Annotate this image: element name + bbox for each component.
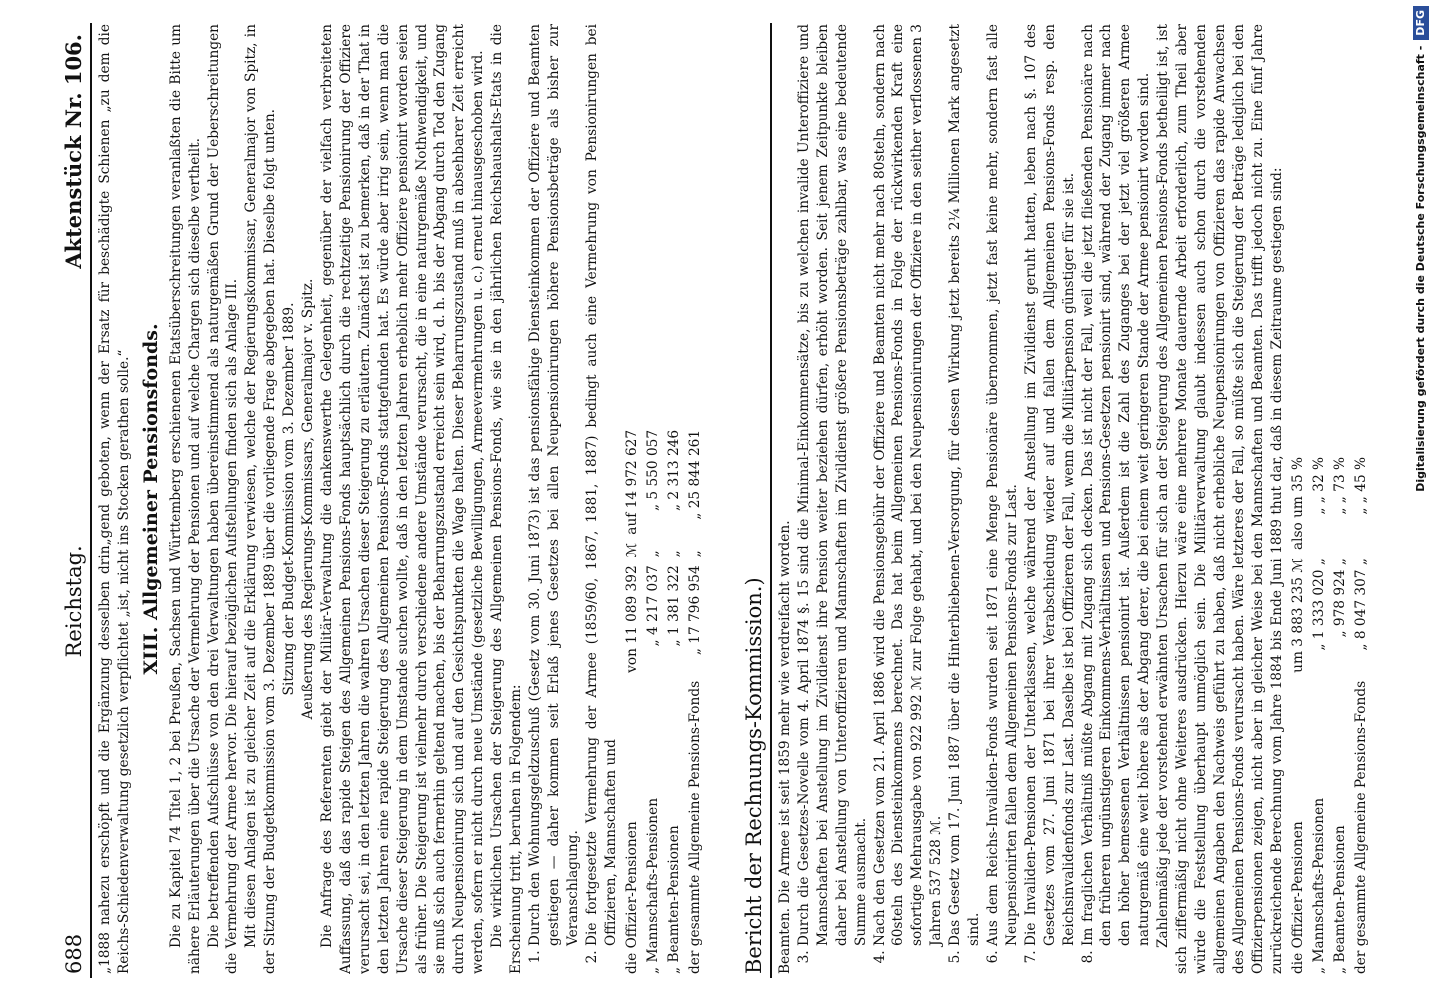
table-cell: der gesammte Allgemeine Pensions-Fonds	[1353, 680, 1370, 974]
header-rule	[90, 23, 92, 978]
table-cell: ℳ	[624, 542, 641, 558]
paragraph: Mit diesen Anlagen ist zu gleicher Zeit auf die Erklärung verwiesen, welche der Regierungskommissar, Generalmajor von Spitz, in der Sitzung der Budgetkommission vom 3. Dezember 1889 über die vorliegende Frage abgegeben hat. Dieselbe folgt unten.	[243, 24, 279, 974]
table-cell: die Offizier-Pensionen	[624, 821, 641, 974]
paragraph: Die zu Kapitel 74 Titel 1, 2 bei Preußen, Sachsen und Württemberg erschienenen Etatsüberschreitungen veranlaßten die Bitte um nähere Erläuterungen über die Ursache der Vermehrung der Pensionen und auf welche Chargen sich dieselbe vertheilt.	[167, 24, 203, 974]
table-cell: „ 4 217 037	[645, 565, 662, 647]
table-cell: die Offizier-Pensionen	[1290, 821, 1307, 974]
table-row	[643, 422, 664, 974]
table-cell: „	[645, 550, 662, 558]
table-cell: „ 5 550 057	[645, 429, 662, 512]
table-cell: „ „ 32 %	[1311, 456, 1328, 515]
growth-table	[1288, 449, 1372, 974]
credit-text: Digitalisierung gefördert durch die Deutsche Forschungsgemeinschaft -	[1414, 45, 1427, 492]
left-page-header	[46, 34, 86, 974]
digitization-sidebar	[1410, 0, 1432, 1000]
table-row	[685, 422, 706, 974]
list-item: 2. Die fortgesetzte Vermehrung der Armee (1859/60, 1867, 1881, 1887) bedingt auch eine Vermehrung von Pensionirungen bei Offizieren, Mannschaften und	[583, 24, 621, 946]
table-cell: „ 17 796 954	[687, 565, 704, 656]
paragraph: Beamten. Die Armee ist seit 1859 mehr wie verdreifacht worden.	[777, 520, 793, 974]
dfg-logo: DFG	[1413, 6, 1429, 40]
table-cell: „ 25 844 261	[687, 429, 704, 520]
table-cell: „ 1 381 322	[666, 565, 683, 647]
paragraph: Zahlenmäßig jede der vorstehend erwähnten Ursachen für sich an der Steigerung des Allgemeinen Pensions-Fonds betheiligt ist, ist sich ziffermäßig nicht ohne Weiteres ausdrücken. Hierzu wäre eine mehrere Monate dauernde Arbeit erforderlich, zum Theil aber würde die Feststellung überhaupt unmöglich sein. Die Militärverwaltung glaubt indessen auch schon durch die vorstehenden allgemeinen Angaben den Nachweis geführt zu haben, daß nicht erhebliche Neupensionirungen von Offizieren das rapide Anwachsen des Allgemeinen Pensions-Fonds verursacht haben. Wäre letzteres der Fall, so müßte sich die Steigerung der Beträge lediglich bei den Offizierpensionen zeigen, nicht aber in gleicher Weise bei den Mannschaften und Beamten. Das trifft jedoch nicht zu. Eine fünf Jahre zurückreichende Berechnung vom Jahre 1884 bis Ende Juni 1889 thut dar, daß in diesem Zeitraume gestiegen sind:	[1155, 24, 1285, 974]
header-doc: Aktenstück Nr. 106.	[61, 34, 86, 269]
table-cell: „ 978 924 „	[1332, 558, 1349, 638]
paragraph: Die betreffenden Aufschlüsse von den drei Verwaltungen haben übereinstimmend als naturgemäßen Grund der Ueberschreitungen die Vermehrung der Armee hervor. Die hierauf bezüglichen Aufstellungen finden sich als Anlage III.	[205, 24, 241, 974]
list-item: 7. Die Invaliden-Pensionen der Unterklassen, welche während der Anstellung im Zivildienst geruht hatten, leben nach §. 107 des Gesetzes vom 27. Juni 1871 bei ihrer Verabschiedung wieder auf und fallen dem Allgemeinen Pensions-Fonds resp. den Reichsinvalidenfonds zur Last. Daselbe ist bei Offizieren der Fall, wenn die Militärpension günstiger für sie ist.	[1022, 24, 1079, 946]
table-cell: „ Mannschafts-Pensionen	[1311, 797, 1328, 974]
causes-list	[526, 24, 621, 974]
header-rule	[770, 23, 772, 978]
paragraph: Die wirklichen Ursachen der Steigerung des Allgemeinen Pensions-Fonds, wie sie in den jährlichen Reichshaushalts-Etats in die Erscheinung tritt, beruhen in Folgendem:	[489, 24, 525, 974]
list-item: 3. Durch die Gesetzes-Novelle vom 4. April 1874 §. 15 sind die Minimal-Einkommensätze, bis zu welchen invalide Unteroffiziere und Mannschaften bei Anstellung im Zivildienst ihre Pension weiter beziehen dürfen, erhöht worden. Seit jenem Zeitpunkte bleiben daher bei Anstellung von Unteroffizieren und Mannschaften im Zivildienst größere Pensionsbeträge zahlbar, was eine bedeutende Summe ausmacht.	[795, 24, 871, 946]
list-item: 1. Durch den Wohnungsgeldzuschuß (Gesetz vom 30. Juni 1873) ist das pensionsfähige Diensteinkommen der Offiziere und Beamten gestiegen — daher kommen seit Erlaß jenes Gesetzes bei allen Neupensionirungen höhere Pensionsbeträge als bisher zur Veranschlagung.	[526, 24, 583, 946]
right-column	[776, 24, 1396, 974]
table-row	[1288, 449, 1309, 974]
header-title: Reichstag.	[62, 545, 86, 658]
pension-table	[622, 422, 706, 974]
table-row	[1330, 449, 1351, 974]
table-cell: „ 1 333 020 „	[1311, 558, 1328, 651]
list-item: 4. Nach den Gesetzen vom 21. April 1886 wird die Pensionsgebühr der Offiziere und Beamten nicht mehr nach 80steln, sondern nach 60steln des Diensteinkommens berechnet. Das hat beim Allgemeinen Pensions-Fonds in Folge der rückwirkenden Kraft eine sofortige Mehrausgabe von 922 992 ℳ zur Folge gehabt, und bei den Neupensionirungen der Offiziere in den seither verflossenen 3 Jahren 537 528 ℳ.	[871, 24, 947, 946]
table-cell: also um 35 %	[1290, 456, 1307, 551]
list-item: 8. Im fraglichen Verhältniß müßte Abgang mit Zugang sich decken. Das ist nicht der Fall, weil die jetzt fließenden Pensionäre nach den früheren ungünstigeren Einkommens-Verhältnissen und Pensions-Gesetzen pensionirt sind, während der Zugang immer nach den höher bemessenen Verhältnissen pensionirt ist. Außerdem ist die Zahl des Zuganges bei der jetzt viel größeren Armee naturgemäß eine weit höhere als der Abgang derer, die bei einem weit geringeren Stande der Armee pensionirt worden sind.	[1079, 24, 1155, 946]
table-cell: um 3 883 235 ℳ	[1290, 558, 1307, 673]
table-row	[1351, 449, 1372, 974]
sitting-line: Sitzung der Budget-Kommission vom 3. Dezember 1889.	[281, 302, 298, 696]
header-title: Bericht der Rechnungs-Kommission.)	[742, 577, 766, 974]
table-cell: „ „ 73 %	[1332, 456, 1349, 515]
table-cell: „ Mannschafts-Pensionen	[645, 797, 662, 974]
table-cell: der gesammte Allgemeine Pensions-Fonds	[687, 680, 704, 974]
table-row	[664, 422, 685, 974]
list-item: 5. Das Gesetz vom 17. Juni 1887 über die Hinterbliebenen-Versorgung, für dessen Wirkung jetzt bereits 2¼ Millionen Mark angesetzt sind.	[946, 24, 984, 946]
table-cell: auf 14 972 627	[624, 429, 641, 535]
sidebar-credit	[1410, 0, 1432, 1000]
table-cell: „ 2 313 246	[666, 429, 683, 512]
table-cell: „ „ 45 %	[1353, 456, 1370, 515]
statement-by: Aeußerung des Regierungs-Kommissars, Generalmajor v. Spitz.	[300, 278, 317, 720]
page-number: 688	[62, 933, 86, 974]
table-cell: „	[687, 550, 704, 558]
causes-list	[795, 24, 1154, 974]
table-cell: von 11 089 392	[624, 565, 641, 673]
table-row	[622, 422, 643, 974]
table-cell: „ 8 047 307 „	[1353, 558, 1370, 651]
table-row	[1309, 449, 1330, 974]
list-item: 6. Aus dem Reichs-Invaliden-Fonds wurden seit 1871 eine Menge Pensionäre übernommen, jetzt fast keine mehr, sondern fast alle Neupensionirten fallen dem Allgemeinen Pensions-Fonds zur Last.	[984, 24, 1022, 946]
section-heading: XIII. Allgemeiner Pensionsfonds.	[139, 323, 162, 675]
intro-quote: „1888 nahezu erschöpft und die Ergänzung desselben drin„gend geboten, wenn der Ersatz für beschädigte Schienen „zu dem die Reichs-Schiedenverwaltung gesetzlich verpflichtet „ist, nicht ins Stocken gerathen solle.“	[97, 24, 132, 974]
table-cell: „ Beamten-Pensionen	[666, 825, 683, 974]
left-column	[96, 24, 716, 974]
right-page-header	[726, 34, 766, 974]
table-cell: „	[666, 550, 683, 558]
table-cell: „ Beamten-Pensionen	[1332, 825, 1349, 974]
paragraph: Die Anfrage des Referenten giebt der Militär-Verwaltung die dankenswerthe Gelegenheit, gegenüber der vielfach verbreiteten Auffassung, daß das rapide Steigen des Allgemeinen Pensions-Fonds hauptsächlich durch die rechtzeitige Pensionirung der Offiziere verursacht sei, in den letzten Jahren die wahren Ursachen dieser Steigerung zu erläutern. Zunächst ist zu bemerken, daß in der That in den letzten Jahren eine rapide Steigerung des Allgemeinen Pensions-Fonds stattgefunden hat. Es würde aber irrig sein, wenn man die Ursache dieser Steigerung in dem Umstande suchen wollte, daß in den letzten Jahren erheblich mehr Offiziere pensionirt worden seien als früher. Die Steigerung ist vielmehr durch verschiedene andere Umstände verursacht, die in eine naturgemäße Nothwendigkeit, und sie muß sich auch fernerhin geltend machen, bis der Beharrungszustand erreicht sein wird, d. h. bis der Abgang durch Tod den Zugang durch Neupensionirung sich und auf den Gesichtspunkten die Wage halten. Dieser Beharrungszustand muß in absehbarer Zeit erreicht werden, sofern er nicht durch neue Umstände (gesetzliche Bewilligungen, Armeevermehrungen u. c.) erneut hinausgeschoben wird.	[318, 24, 487, 974]
